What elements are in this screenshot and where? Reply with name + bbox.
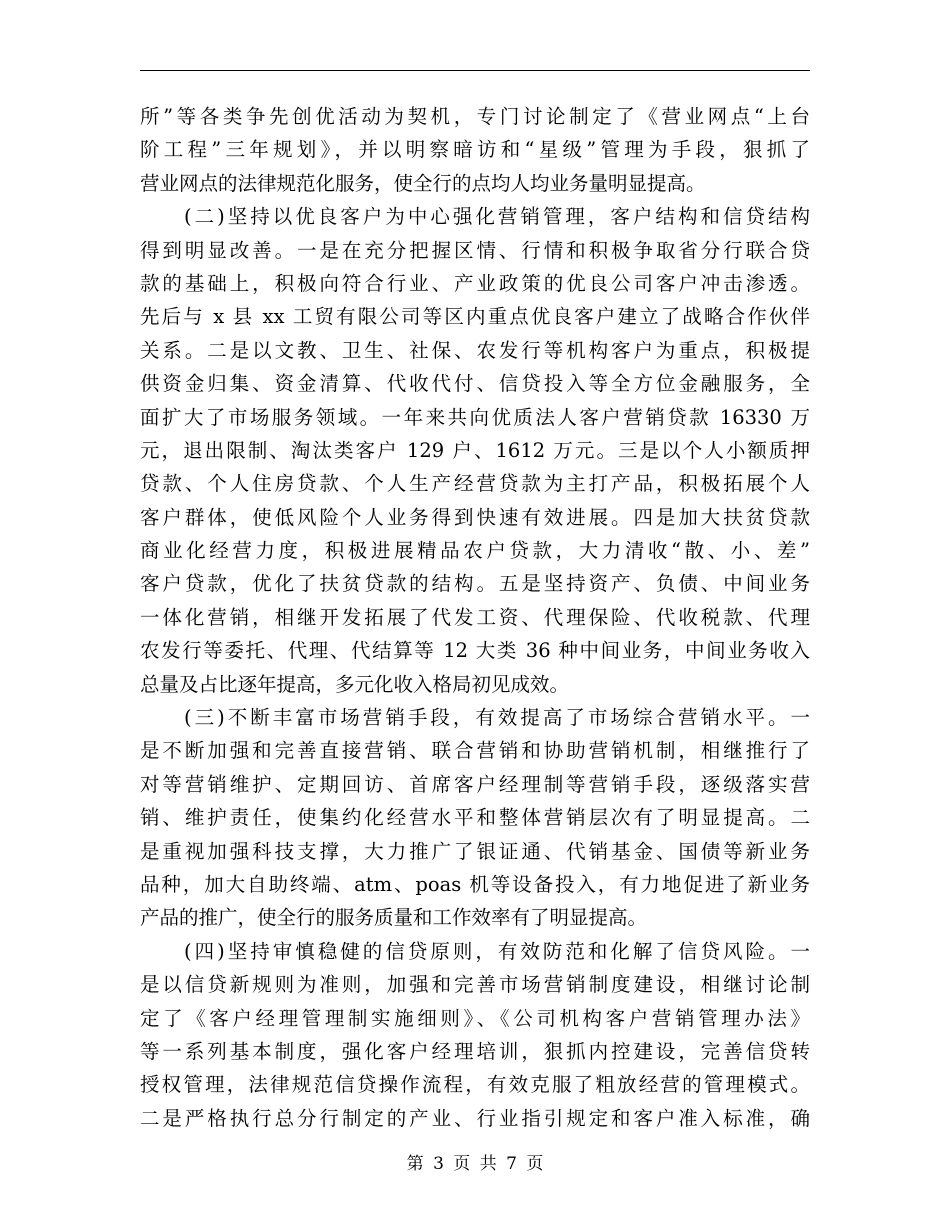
text-line: 营业网点的法律规范化服务，使全行的点均人均业务量明显提高。 <box>140 171 706 195</box>
text-line: 一体化营销，相继开发拓展了代发工资、代理保险、代收税款、代理 <box>140 605 810 629</box>
text-line: 供资金归集、资金清算、代收代付、信贷投入等全方位金融服务，全 <box>140 372 810 396</box>
header-rule <box>140 70 810 71</box>
text-line: 二是严格执行总分行制定的产业、行业指引规定和客户准入标准，确 <box>140 1106 810 1130</box>
text-line: 得到明显改善。一是在充分把握区情、行情和积极争取省分行联合贷 <box>140 238 810 262</box>
text-line: 面扩大了市场服务领域。一年来共向优质法人客户营销贷款 16330 万 <box>140 405 810 429</box>
text-line: 农发行等委托、代理、代结算等 12 大类 36 种中间业务，中间业务收入 <box>140 639 810 663</box>
text-line: 阶工程”三年规划》，并以明察暗访和“星级”管理为手段，狠抓了 <box>140 138 810 162</box>
text-line: 客户群体，使低风险个人业务得到快速有效进展。四是加大扶贫贷款 <box>140 505 810 529</box>
text-line: 总量及占比逐年提高，多元化收入格局初见成效。 <box>140 672 570 696</box>
text-line: 等一系列基本制度，强化客户经理培训，狠抓内控建设，完善信贷转 <box>140 1039 810 1063</box>
text-line: 元，退出限制、淘汰类客户 129 户、1612 万元。三是以个人小额质押 <box>140 438 810 462</box>
text-line: 产品的推广，使全行的服务质量和工作效率有了明显提高。 <box>140 906 648 930</box>
text-line: (四)坚持审慎稳健的信贷原则，有效防范和化解了信贷风险。一 <box>184 939 810 963</box>
text-line: 款的基础上，积极向符合行业、产业政策的优良公司客户冲击渗透。 <box>140 271 810 295</box>
text-line: (三)不断丰富市场营销手段，有效提高了市场综合营销水平。一 <box>184 706 810 730</box>
text-line: 贷款、个人住房贷款、个人生产经营贷款为主打产品，积极拓展个人 <box>140 472 810 496</box>
text-line: 品种，加大自助终端、atm、poas 机等设备投入，有力地促进了新业务 <box>140 872 810 896</box>
text-line: 所”等各类争先创优活动为契机，专门讨论制定了《营业网点“上台 <box>140 105 810 128</box>
text-line: 定了《客户经理管理制实施细则》、《公司机构客户营销管理办法》 <box>140 1006 810 1030</box>
text-line: 是以信贷新规则为准则，加强和完善市场营销制度建设，相继讨论制 <box>140 973 810 997</box>
text-line: 对等营销维护、定期回访、首席客户经理制等营销手段，逐级落实营 <box>140 772 810 796</box>
text-line: 销、维护责任，使集约化经营水平和整体营销层次有了明显提高。二 <box>140 806 810 830</box>
page-footer: 第 3 页 共 7 页 <box>406 1154 544 1174</box>
text-line: 客户贷款，优化了扶贫贷款的结构。五是坚持资产、负债、中间业务 <box>140 572 810 596</box>
text-line: 商业化经营力度，积极进展精品农户贷款，大力清收“散、小、差” <box>140 539 810 563</box>
text-line: 是不断加强和完善直接营销、联合营销和协助营销机制，相继推行了 <box>140 739 810 763</box>
text-line: (二)坚持以优良客户为中心强化营销管理，客户结构和信贷结构 <box>184 205 810 229</box>
text-line: 是重视加强科技支撑，大力推广了银证通、代销基金、国债等新业务 <box>140 839 810 863</box>
text-line: 关系。二是以文教、卫生、社保、农发行等机构客户为重点，积极提 <box>140 338 810 362</box>
body-text <box>140 100 810 1135</box>
text-line: 授权管理，法律规范信贷操作流程，有效克服了粗放经营的管理模式。 <box>140 1073 810 1097</box>
text-line: 先后与 x 县 xx 工贸有限公司等区内重点优良客户建立了战略合作伙伴 <box>140 305 810 329</box>
